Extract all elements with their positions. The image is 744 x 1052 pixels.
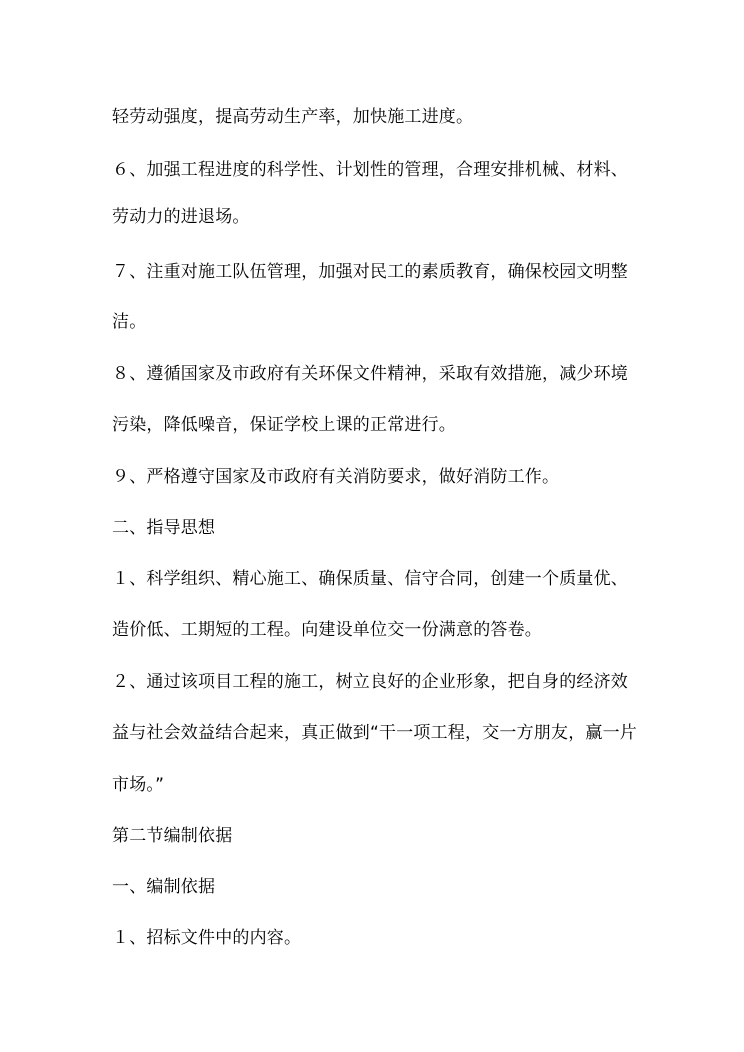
text-line: 市场。” [112, 775, 165, 795]
text-line: 益与社会效益结合起来，真正做到“干一项工程，交一方朋友，赢一片 [112, 723, 638, 743]
text-line: 造价低、工期短的工程。向建设单位交一份满意的答卷。 [112, 620, 542, 640]
text-line: ６、加强工程进度的科学性、计划性的管理，合理安排机械、材料、 [112, 160, 628, 180]
section-heading: 二、指导思想 [112, 518, 216, 538]
text-line: ２、通过该项目工程的施工，树立良好的企业形象，把自身的经济效 [112, 672, 628, 692]
text-line: ９、严格遵守国家及市政府有关消防要求，做好消防工作。 [112, 467, 560, 487]
text-line: 劳动力的进退场。 [112, 207, 250, 227]
text-line: ７、注重对施工队伍管理，加强对民工的素质教育，确保校园文明整 [112, 262, 628, 282]
section-heading: 第二节编制依据 [112, 826, 233, 846]
text-line: ８、遵循国家及市政府有关环保文件精神，采取有效措施，减少环境 [112, 364, 628, 384]
text-line: １、科学组织、精心施工、确保质量、信守合同，创建一个质量优、 [112, 569, 628, 589]
text-line: 污染，降低噪音，保证学校上课的正常进行。 [112, 415, 456, 435]
text-line: 轻劳动强度，提高劳动生产率，加快施工进度。 [112, 107, 474, 127]
text-line: 洁。 [112, 312, 147, 332]
text-line: １、招标文件中的内容。 [112, 928, 302, 948]
section-heading: 一、编制依据 [112, 877, 216, 897]
